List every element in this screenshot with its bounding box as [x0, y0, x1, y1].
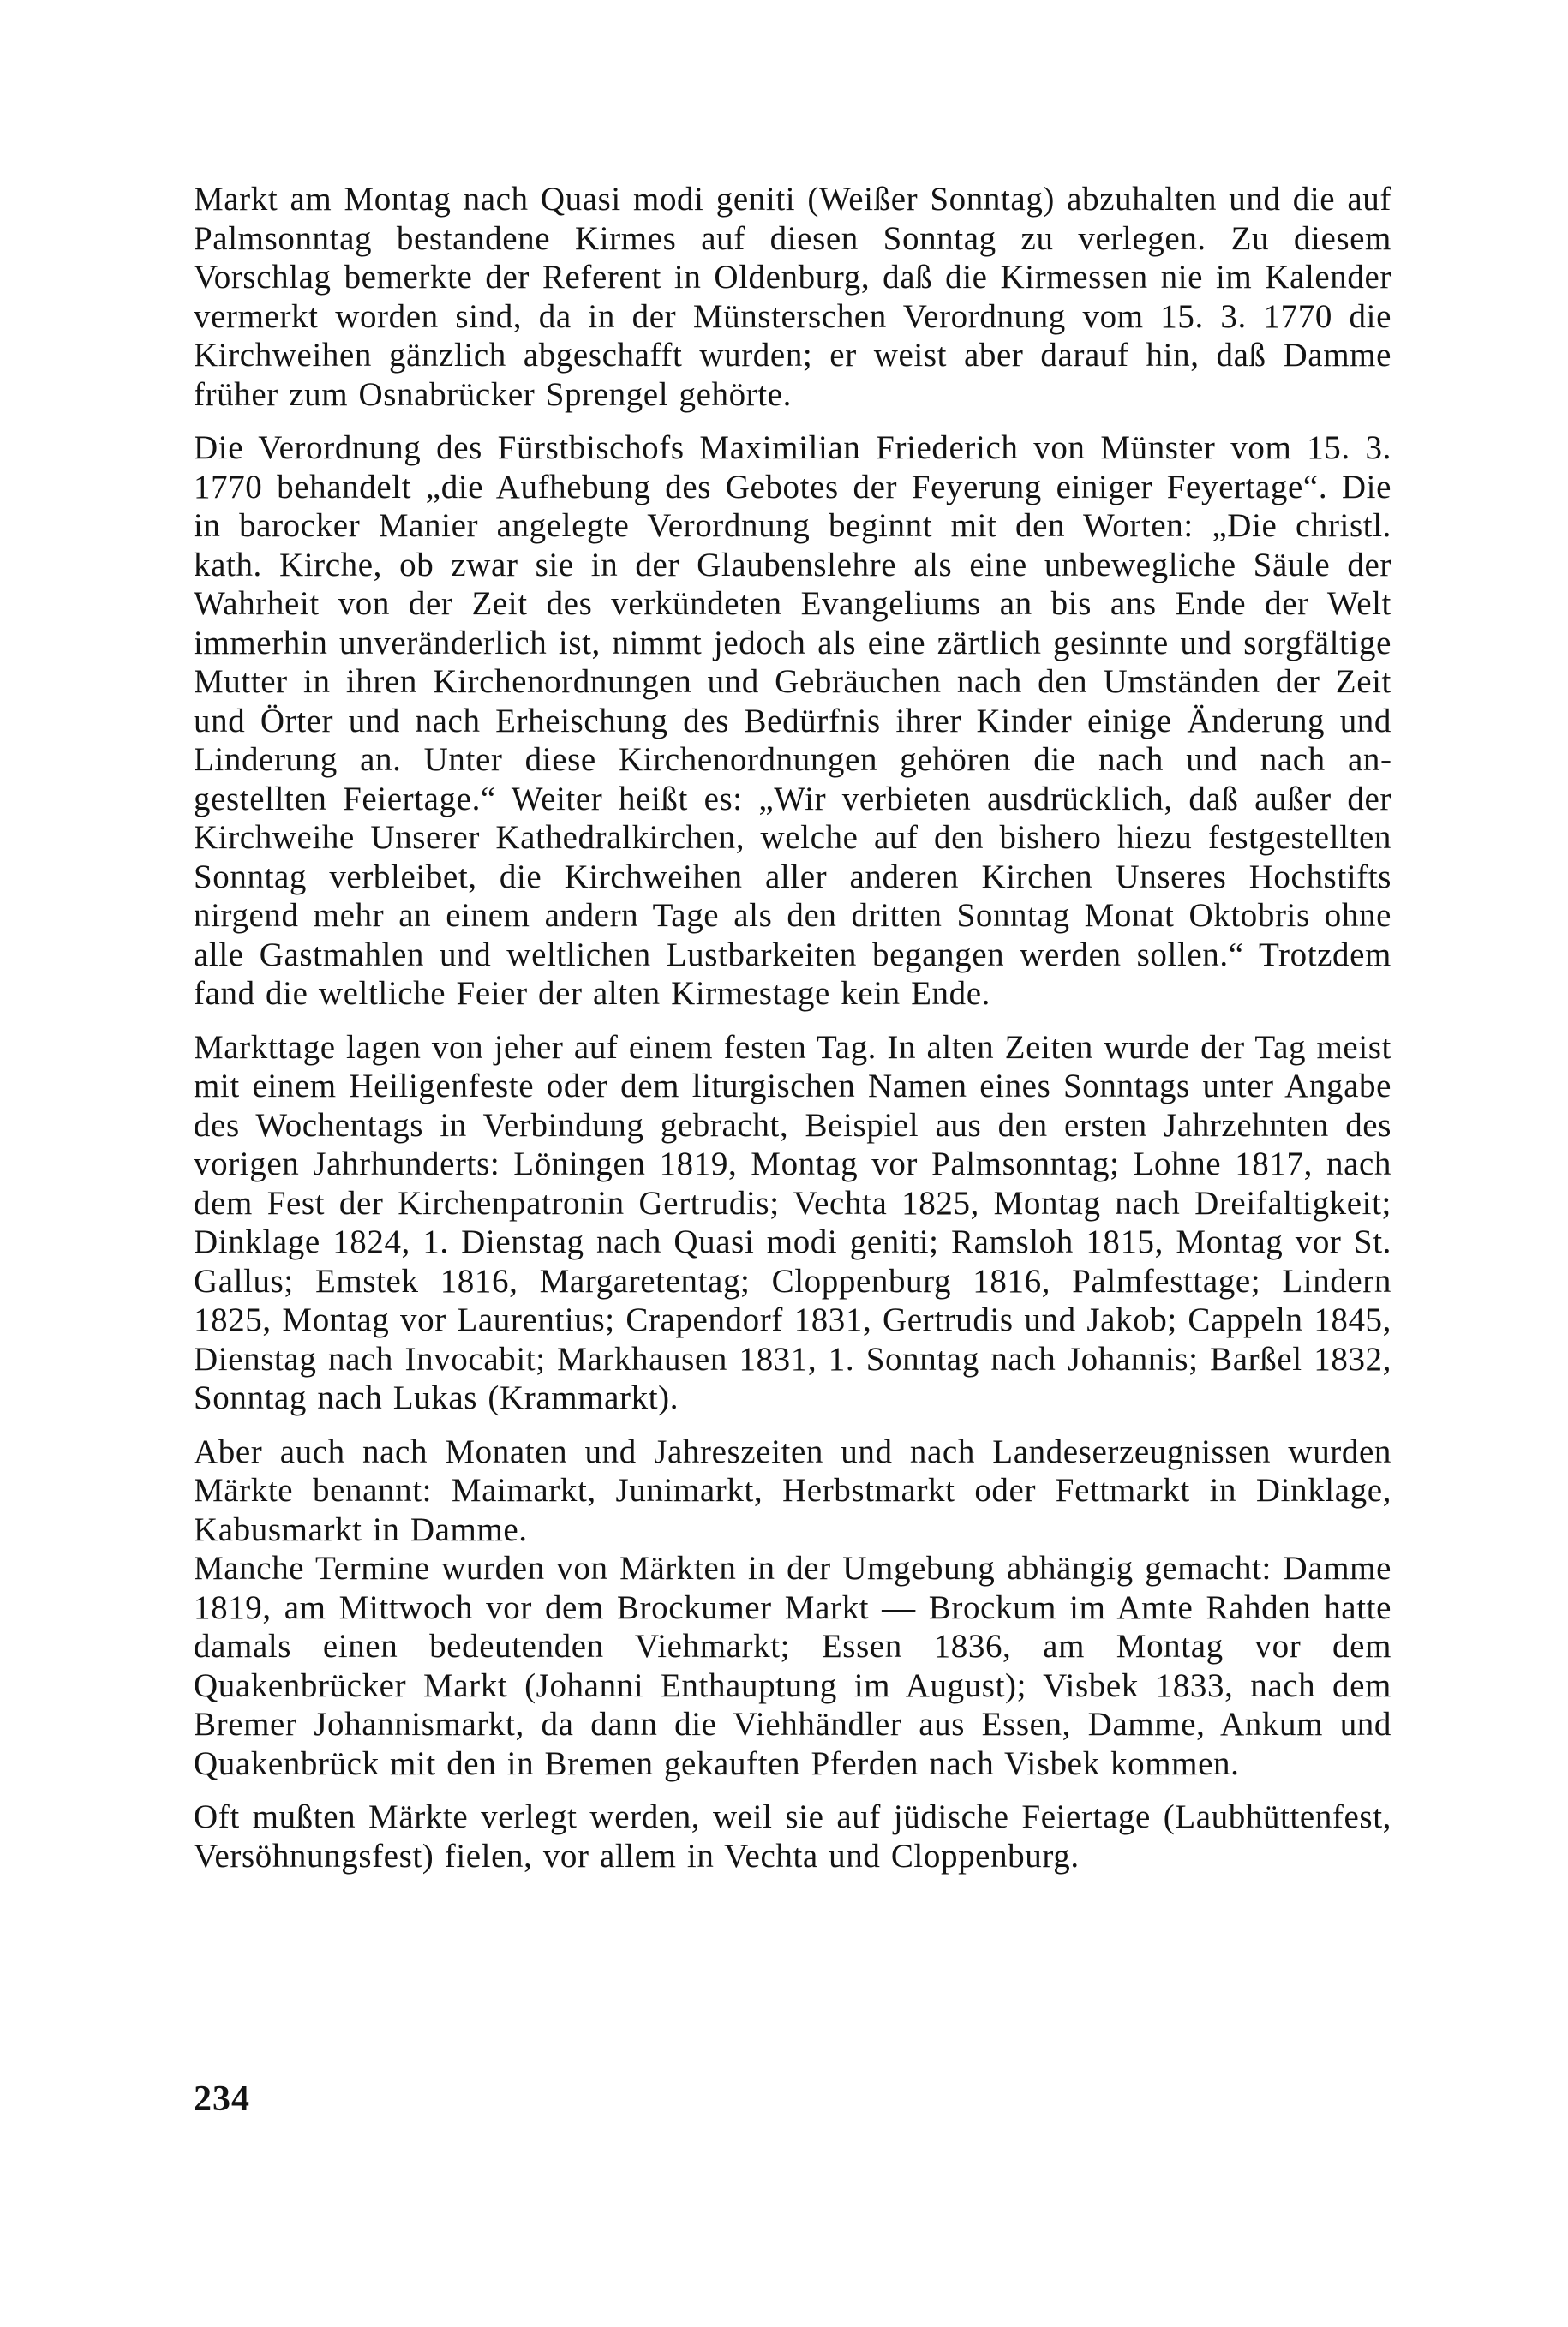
page-number: 234 — [194, 2079, 250, 2119]
paragraph-maerkte-verlegt: Oft mußten Märkte verlegt werden, weil sie auf jüdische Feiertage (Laubhüttenfest, Versöhnungsfest) fielen, vor allem in Vechta und Cloppenburg. — [194, 1798, 1391, 1875]
body-text — [194, 180, 1391, 1890]
paragraph-kirmes-verlegung: Markt am Montag nach Quasi modi geniti (Weißer Sonntag) abzuhalten und die auf Palmsonntag bestandene Kirmes auf diesen Sonntag zu verlegen. Zu diesem Vorschlag bemerkte der Referent in Oldenburg, daß die Kirmessen nie im Kalender vermerkt worden sind, da in der Münsterschen Verordnung vom 15. 3. 1770 die Kirchweihen gänzlich abgeschafft wurden; er weist aber darauf hin, daß Damme früher zum Osnabrücker Sprengel gehörte. — [194, 181, 1391, 413]
paragraph-verordnung: Die Verordnung des Fürstbischofs Maximilian Friederich von Münster vom 15. 3. 1770 behandelt „die Aufhebung des Gebotes der Feyerung einiger Feyertage“. Die in barocker Manier angelegte Verordnung beginnt mit den Worten: „Die christl. kath. Kirche, ob zwar sie in der Glaubenslehre als eine unbewegliche Säule der Wahrheit von der Zeit des verkündeten Evangeliums an bis ans Ende der Welt immerhin unveränderlich ist, nimmt jedoch als eine zärtlich gesinnte und sorgfältige Mutter in ihren Kirchenordnungen und Gebräuchen nach den Umständen der Zeit und Örter und nach Erheischung des Bedürfnis ihrer Kinder einige Änderung und Linderung an. Unter diese Kirchenordnungen gehören die nach und nach angestellten Feiertage.“ Weiter heißt es: „Wir verbieten ausdrücklich, daß außer der Kirchweihe Unserer Kathedralkirchen, welche auf den bishero hiezu festgestellten Sonntag verbleibet, die Kirchweihen aller anderen Kirchen Unseres Hochstifts nirgend mehr an einem andern Tage als den dritten Sonntag Monat Oktobris ohne alle Gastmahlen und weltlichen Lustbarkeiten begangen werden sollen.“ Trotzdem fand die weltliche Feier der alten Kirmestage kein Ende. — [194, 429, 1391, 1012]
paragraph-markttage: Markttage lagen von jeher auf einem festen Tag. In alten Zeiten wurde der Tag meist mit einem Heiligenfeste oder dem liturgischen Namen eines Sonntags unter Angabe des Wochentags in Verbindung gebracht, Beispiel aus den ersten Jahrzehnten des vorigen Jahrhunderts: Löningen 1819, Montag vor Palmsonntag; Lohne 1817, nach dem Fest der Kirchenpatronin Gertrudis; Vechta 1825, Montag nach Dreifaltigkeit; Dinklage 1824, 1. Dienstag nach Quasi modi geniti; Ramsloh 1815, Montag vor St. Gallus; Emstek 1816, Margaretentag; Cloppenburg 1816, Palmfesttage; Lindern 1825, Montag vor Laurentius; Crapendorf 1831, Gertrudis und Jakob; Cappeln 1845, Dienstag nach Invocabit; Markhausen 1831, 1. Sonntag nach Johannis; Barßel 1832, Sonntag nach Lukas (Krammarkt). — [194, 1028, 1391, 1416]
paragraph-termine-umgebung: Manche Termine wurden von Märkten in der Umgebung abhängig gemacht: Damme 1819, am Mittwoch vor dem Brockumer Markt — Brockum im Amte Rahden hatte damals einen bedeutenden Viehmarkt; Essen 1836, am Montag vor dem Quakenbrücker Markt (Johanni Enthauptung im August); Visbek 1833, nach dem Bremer Johannismarkt, da dann die Viehhändler aus Essen, Damme, Ankum und Quakenbrück mit den in Bremen gekauften Pferden nach Visbek kommen. — [194, 1550, 1391, 1782]
paragraph-maerkte-benannt: Aber auch nach Monaten und Jahreszeiten und nach Landeserzeugnissen wurden Märkte benannt: Maimarkt, Junimarkt, Herbstmarkt oder Fettmarkt in Dinklage, Kabusmarkt in Damme. — [194, 1433, 1391, 1548]
